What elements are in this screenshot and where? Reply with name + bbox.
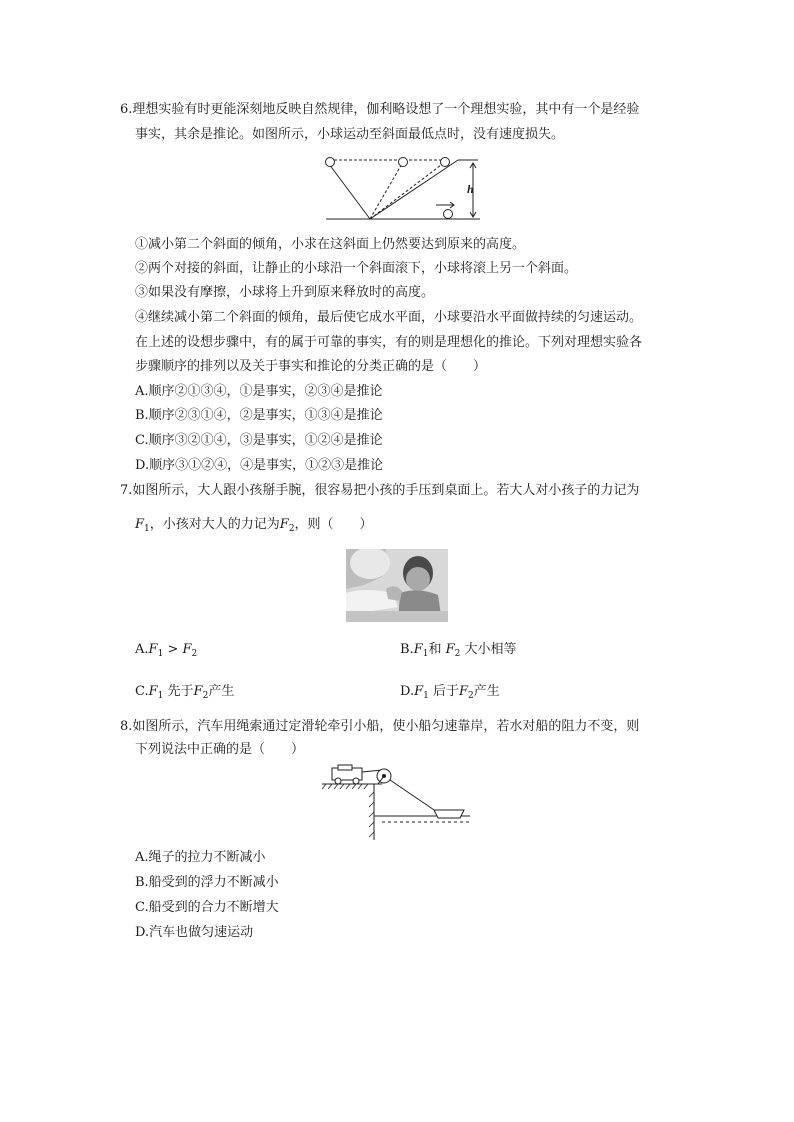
q6-option-b: B.顺序②③①④，②是事实，①③④是推论 <box>135 408 383 423</box>
q7-option-d: $D.F_1$ 后于$F_2$产生 <box>400 684 500 701</box>
q6-statement-4: ④继续减小第二个斜面的倾角，最后使它成水平面，小球要沿水平面做持续的匀速运动。 <box>135 310 643 325</box>
q6-stem-line1: 6.理想实验有时更能深刻地反映自然规律，伽利略设想了一个理想实验，其中有一个是经验 <box>120 102 640 117</box>
q7-force-f1-symbol: F <box>135 517 145 532</box>
q7-option-a: $A.F_1 > F_2$ <box>135 642 198 659</box>
q6-height-label: h <box>467 182 474 196</box>
q6-incline-figure <box>318 150 488 224</box>
q8-option-b: B.船受到的浮力不断减小 <box>135 875 279 890</box>
q6-tail-line1: 在上述的设想步骤中，有的属于可靠的事实，有的则是理想化的推论。下列对理想实验各 <box>135 335 643 350</box>
q6-tail-line2: 步骤顺序的排列以及关于事实和推论的分类正确的是（ ） <box>135 359 487 374</box>
q6-option-a: A.顺序②①③④，①是事实，②③④是推论 <box>135 384 383 399</box>
q8-option-a: A.绳子的拉力不断减小 <box>135 850 266 865</box>
q7-stem-line1: 7.如图所示，大人跟小孩掰手腕，很容易把小孩的手压到桌面上。若大人对小孩子的力记为 <box>120 483 640 498</box>
q7-arm-wrestling-photo <box>346 549 448 622</box>
q8-option-d: D.汽车也做匀速运动 <box>135 925 254 940</box>
q6-option-d: D.顺序③①②④，④是事实，①②③是推论 <box>135 458 384 473</box>
q8-car-pulley-boat-figure <box>322 762 472 842</box>
q8-stem-line1: 8.如图所示，汽车用绳索通过定滑轮牵引小船，使小船匀速靠岸，若水对船的阻力不变，则 <box>120 719 640 734</box>
q7-stem-line2: $F_1$，小孩对大人的力记为$F_2$，则（ ） <box>135 517 373 534</box>
q6-statement-1: ①减小第二个斜面的倾角，小求在这斜面上仍然要达到原来的高度。 <box>135 237 526 252</box>
q6-option-c: C.顺序③②①④，③是事实，①②④是推论 <box>135 433 383 448</box>
q6-statement-2: ②两个对接的斜面，让静止的小球沿一个斜面滚下，小球将滚上另一个斜面。 <box>135 261 578 276</box>
q7-option-b: $B.F_1$和 $F_2$ 大小相等 <box>400 642 517 659</box>
q7-option-c: $C.F_1$ 先于$F_2$产生 <box>135 684 235 701</box>
q6-statement-3: ③如果没有摩擦，小球将上升到原来释放时的高度。 <box>135 285 435 300</box>
q8-option-c: C.船受到的合力不断增大 <box>135 900 279 915</box>
q8-stem-line2: 下列说法中正确的是（ ） <box>135 742 305 757</box>
q6-stem-line2: 事实，其余是推论。如图所示，小球运动至斜面最低点时，没有速度损失。 <box>135 127 565 142</box>
